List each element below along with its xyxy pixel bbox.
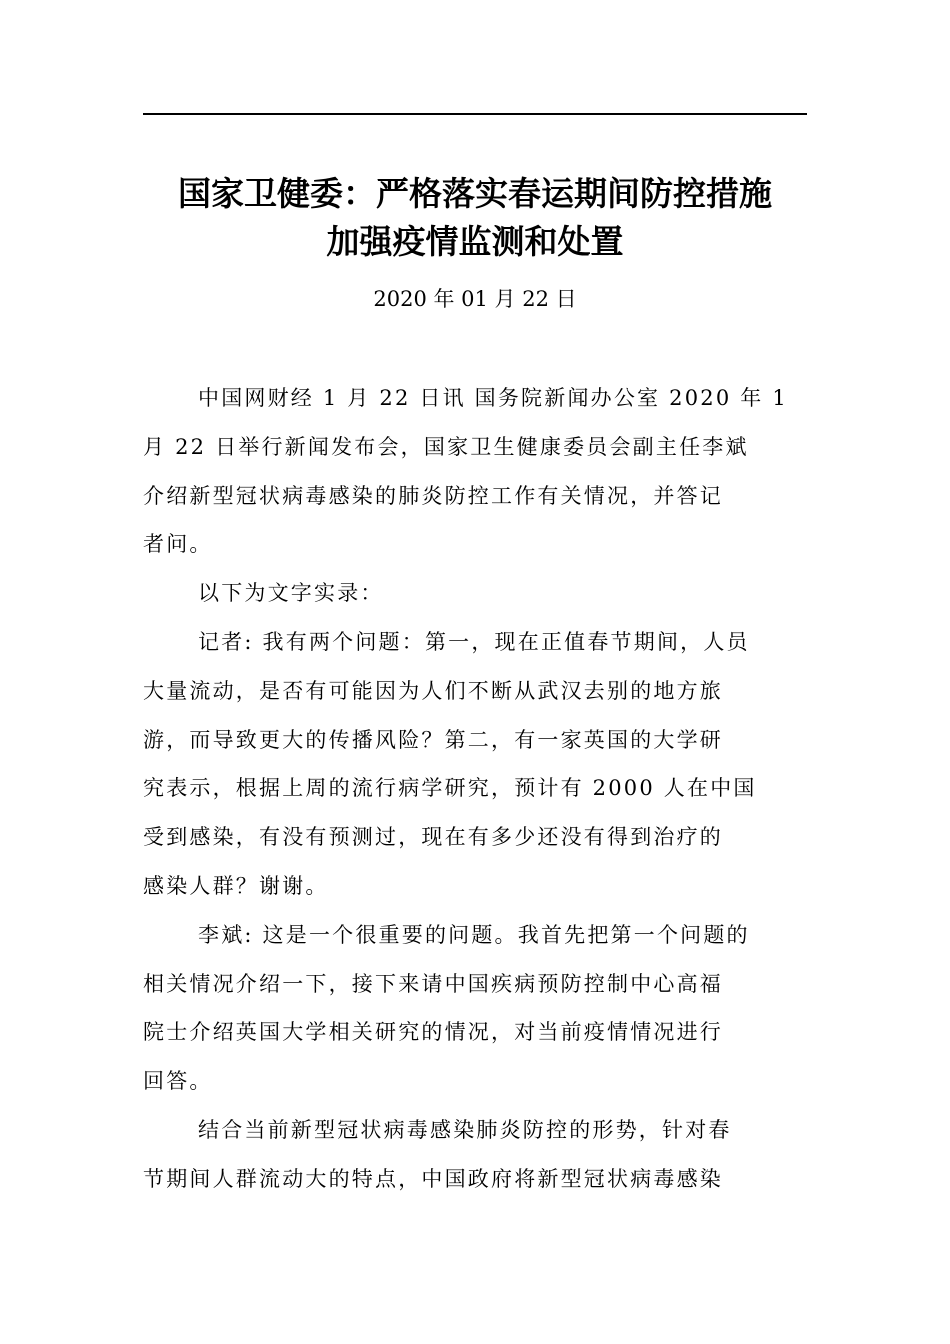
paragraph xyxy=(143,618,807,911)
paragraph-line: 游，而导致更大的传播风险？第二，有一家英国的大学研 xyxy=(143,727,723,752)
header-rule xyxy=(143,113,807,115)
paragraph-line: 介绍新型冠状病毒感染的肺炎防控工作有关情况，并答记 xyxy=(143,483,723,508)
paragraph-line: 者问。 xyxy=(143,532,213,557)
article-date: 2020 年 01 月 22 日 xyxy=(373,287,577,311)
paragraph-line: 感染人群？谢谢。 xyxy=(143,873,329,898)
paragraph-line: 记者: 我有两个问题：第一，现在正值春节期间，人员 xyxy=(198,629,750,654)
paragraph-line: 回答。 xyxy=(143,1069,213,1094)
article-body xyxy=(143,374,807,1204)
paragraph xyxy=(143,1106,807,1204)
paragraph-line: 究表示，根据上周的流行病学研究，预计有 2000 人在中国 xyxy=(143,776,757,801)
paragraph-line: 李斌: 这是一个很重要的问题。我首先把第一个问题的 xyxy=(198,922,750,947)
paragraph-line: 以下为文字实录： xyxy=(198,581,384,606)
paragraph-line: 中国网财经 1 月 22 日讯 国务院新闻办公室 2020 年 1 xyxy=(198,386,788,410)
paragraph xyxy=(143,911,807,1106)
paragraph-line: 月 22 日举行新闻发布会，国家卫生健康委员会副主任李斌 xyxy=(143,434,749,459)
title-line-1: 国家卫健委：严格落实春运期间防控措施 xyxy=(178,174,772,213)
paragraph-line: 大量流动，是否有可能因为人们不断从武汉去别的地方旅 xyxy=(143,678,723,703)
paragraph-line: 相关情况介绍一下，接下来请中国疾病预防控制中心高福 xyxy=(143,971,723,996)
paragraph xyxy=(143,569,807,618)
paragraph xyxy=(143,374,807,569)
paragraph-line: 节期间人群流动大的特点，中国政府将新型冠状病毒感染 xyxy=(143,1166,723,1191)
article-title xyxy=(143,170,807,266)
paragraph-line: 院士介绍英国大学相关研究的情况，对当前疫情情况进行 xyxy=(143,1020,723,1045)
title-line-2: 加强疫情监测和处置 xyxy=(326,222,624,261)
paragraph-line: 结合当前新型冠状病毒感染肺炎防控的形势，针对春 xyxy=(198,1117,732,1142)
paragraph-line: 受到感染，有没有预测过，现在有多少还没有得到治疗的 xyxy=(143,825,723,850)
